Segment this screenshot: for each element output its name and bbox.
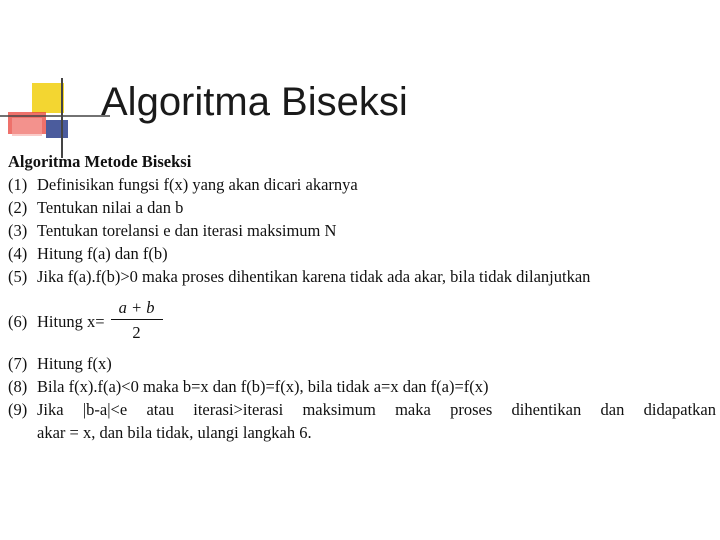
step-text: Definisikan fungsi f(x) yang akan dicari akarnya	[37, 175, 358, 194]
step-text: Hitung f(x)	[37, 354, 112, 373]
step-number: (9)	[8, 400, 28, 419]
step-text: Tentukan nilai a dan b	[37, 198, 184, 217]
step-8	[8, 375, 716, 398]
algorithm-heading: Algoritma Metode Biseksi	[8, 152, 192, 171]
step-6	[8, 290, 716, 352]
fraction-numerator: a + b	[118, 297, 155, 317]
step-number: (6)	[8, 311, 28, 331]
step-number: (5)	[8, 267, 28, 286]
step-2	[8, 196, 716, 219]
step-text: Jika |b-a|<e atau iterasi>iterasi maksimum maka proses dihentikan dan didapatkan	[37, 400, 716, 419]
step-number: (4)	[8, 244, 28, 263]
step-text: Tentukan torelansi e dan iterasi maksimum N	[37, 221, 337, 240]
step-1	[8, 173, 716, 196]
step-text: Bila f(x).f(a)<0 maka b=x dan f(b)=f(x), bila tidak a=x dan f(a)=f(x)	[37, 377, 489, 396]
midpoint-fraction	[111, 299, 163, 344]
step-9	[8, 398, 716, 421]
step-7	[8, 352, 716, 375]
step-text: Hitung x=	[37, 311, 105, 331]
algorithm-block	[8, 150, 716, 444]
step-text: Hitung f(a) dan f(b)	[37, 244, 168, 263]
step-5	[8, 265, 716, 288]
slide-title: Algoritma Biseksi	[101, 80, 408, 124]
title-decoration	[0, 70, 110, 160]
fraction-denominator: 2	[132, 322, 141, 342]
step-number: (7)	[8, 354, 28, 373]
step-number: (1)	[8, 175, 28, 194]
step-number: (3)	[8, 221, 28, 240]
step-3	[8, 219, 716, 242]
step-9-continuation: akar = x, dan bila tidak, ulangi langkah 6.	[37, 423, 312, 442]
step-number: (2)	[8, 198, 28, 217]
step-number: (8)	[8, 377, 28, 396]
step-text: Jika f(a).f(b)>0 maka proses dihentikan karena tidak ada akar, bila tidak dilanjutkan	[37, 267, 591, 286]
step-4	[8, 242, 716, 265]
